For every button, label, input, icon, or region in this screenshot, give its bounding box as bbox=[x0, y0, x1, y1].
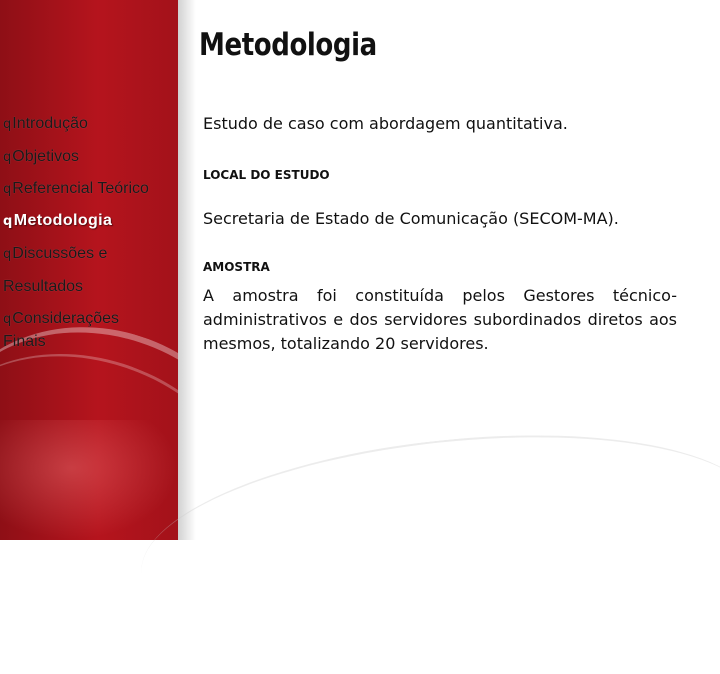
nav-item-introducao[interactable] bbox=[3, 115, 88, 133]
slide-title: Metodologia bbox=[199, 27, 377, 63]
nav-item-resultados[interactable] bbox=[3, 278, 83, 296]
bullet-icon: q bbox=[3, 150, 12, 165]
amostra-heading: AMOSTRA bbox=[203, 260, 270, 274]
nav-item-objetivos[interactable] bbox=[3, 148, 79, 166]
nav-item-label: Referencial Teórico bbox=[12, 180, 149, 197]
nav-item-label: Discussões e bbox=[12, 245, 108, 262]
bullet-icon: q bbox=[3, 182, 12, 197]
local-heading: LOCAL DO ESTUDO bbox=[203, 168, 330, 182]
sidebar-shadow bbox=[178, 0, 196, 540]
bullet-icon: q bbox=[3, 214, 13, 229]
background-swirl-decoration bbox=[131, 408, 720, 674]
amostra-text: A amostra foi constituída pelos Gestores técnico-administrativos e dos servidores subordinados diretos aos mesmos, totalizando 20 servidores. bbox=[203, 286, 677, 353]
bullet-icon: q bbox=[3, 247, 12, 262]
nav-item-metodologia[interactable] bbox=[3, 212, 112, 230]
nav-item-label: Introdução bbox=[12, 115, 88, 132]
bullet-icon: q bbox=[3, 117, 12, 132]
nav-item-finais[interactable] bbox=[3, 333, 46, 351]
nav-item-discussoes[interactable] bbox=[3, 245, 107, 263]
nav-item-label: Metodologia bbox=[13, 212, 113, 229]
intro-text: Estudo de caso com abordagem quantitativa. bbox=[203, 114, 568, 133]
sidebar-panel bbox=[0, 0, 178, 540]
nav-item-consideracoes[interactable] bbox=[3, 310, 119, 328]
nav-item-label: Objetivos bbox=[12, 148, 79, 165]
bullet-icon: q bbox=[3, 312, 12, 327]
nav-item-label: Considerações bbox=[12, 310, 119, 327]
local-text: Secretaria de Estado de Comunicação (SECOM-MA). bbox=[203, 209, 619, 228]
nav-item-label: Finais bbox=[3, 333, 46, 350]
nav-item-referencial-teorico[interactable] bbox=[3, 180, 149, 198]
nav-item-label: Resultados bbox=[3, 278, 84, 295]
